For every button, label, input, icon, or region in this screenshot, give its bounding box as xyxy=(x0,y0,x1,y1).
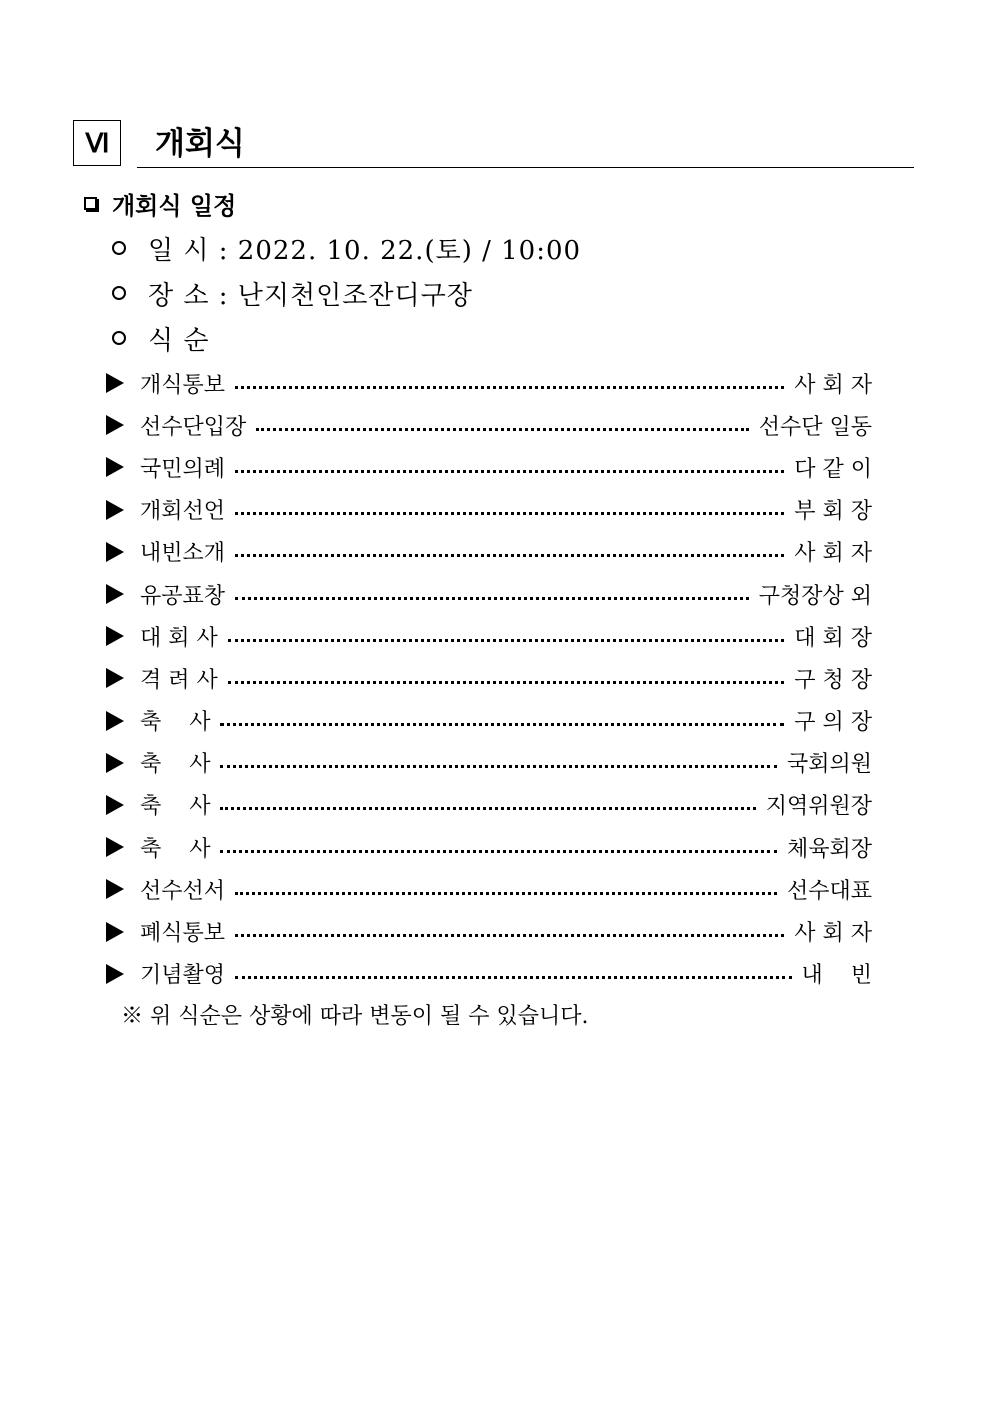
circle-bullet-icon xyxy=(112,286,126,300)
leader-dots xyxy=(220,850,777,853)
program-label: 유공표창 xyxy=(140,583,226,609)
program-role: 지역위원장 xyxy=(765,794,872,820)
program-role: 사 회 자 xyxy=(794,372,872,398)
program-label: 기념촬영 xyxy=(140,963,226,989)
triangle-bullet-icon xyxy=(106,922,124,942)
order-heading-line xyxy=(112,320,210,356)
leader-dots xyxy=(228,639,785,642)
triangle-bullet-icon xyxy=(106,373,124,393)
program-item xyxy=(106,531,872,573)
schedule-note: ※ 위 식순은 상황에 따라 변동이 될 수 있습니다. xyxy=(121,1003,589,1029)
leader-dots xyxy=(235,976,792,979)
leader-dots xyxy=(235,892,777,895)
section-number-box xyxy=(73,120,121,166)
leader-dots xyxy=(235,597,749,600)
program-item xyxy=(106,910,872,952)
leader-dots xyxy=(220,723,784,726)
triangle-bullet-icon xyxy=(106,964,124,984)
section-number: Ⅵ xyxy=(85,127,109,158)
schedule-heading xyxy=(84,187,236,219)
program-item xyxy=(106,700,872,742)
program-role: 사 회 자 xyxy=(794,921,872,947)
leader-dots xyxy=(235,470,784,473)
program-role: 구 청 장 xyxy=(794,667,872,693)
leader-dots xyxy=(256,428,748,431)
venue-text: 장 소 : 난지천인조잔디구장 xyxy=(148,280,473,311)
program-role: 사 회 자 xyxy=(794,541,872,567)
triangle-bullet-icon xyxy=(106,668,124,688)
program-item xyxy=(106,573,872,615)
triangle-bullet-icon xyxy=(106,500,124,520)
program-label: 선수단입장 xyxy=(140,414,247,440)
program-label: 대 회 사 xyxy=(140,625,218,651)
program-label: 축 사 xyxy=(140,710,211,736)
datetime-text: 일 시 : 2022. 10. 22.(토) / 10:00 xyxy=(148,235,582,266)
program-role: 다 같 이 xyxy=(794,456,872,482)
program-label: 선수선서 xyxy=(140,878,226,904)
program-label: 축 사 xyxy=(140,836,211,862)
program-role: 부 회 장 xyxy=(794,499,872,525)
leader-dots xyxy=(228,681,785,684)
program-role: 내 빈 xyxy=(801,963,872,989)
program-item xyxy=(106,742,872,784)
program-role: 선수단 일동 xyxy=(758,414,872,440)
program-role: 체육회장 xyxy=(786,836,872,862)
program-label: 축 사 xyxy=(140,752,211,778)
leader-dots xyxy=(235,554,784,557)
triangle-bullet-icon xyxy=(106,415,124,435)
section-rule xyxy=(137,167,914,168)
program-label: 국민의례 xyxy=(140,456,226,482)
program-item xyxy=(106,446,872,488)
schedule-heading-text: 개회식 일정 xyxy=(112,191,237,220)
square-bullet-icon xyxy=(84,197,97,210)
program-label: 내빈소개 xyxy=(140,541,226,567)
venue-line xyxy=(112,275,473,311)
program-item xyxy=(106,362,872,404)
program-item xyxy=(106,489,872,531)
circle-bullet-icon xyxy=(112,331,126,345)
program-item xyxy=(106,404,872,446)
triangle-bullet-icon xyxy=(106,457,124,477)
program-item xyxy=(106,868,872,910)
triangle-bullet-icon xyxy=(106,626,124,646)
section-title: 개회식 xyxy=(155,126,245,162)
triangle-bullet-icon xyxy=(106,584,124,604)
program-item xyxy=(106,615,872,657)
program-item xyxy=(106,826,872,868)
program-label: 개회선언 xyxy=(140,499,226,525)
triangle-bullet-icon xyxy=(106,837,124,857)
leader-dots xyxy=(235,512,784,515)
program-role: 구 의 장 xyxy=(794,710,872,736)
program-label: 개식통보 xyxy=(140,372,226,398)
program-item xyxy=(106,657,872,699)
program-role: 대 회 장 xyxy=(794,625,872,651)
leader-dots xyxy=(220,765,777,768)
program-role: 구청장상 외 xyxy=(758,583,872,609)
program-label: 축 사 xyxy=(140,794,211,820)
triangle-bullet-icon xyxy=(106,795,124,815)
leader-dots xyxy=(235,934,784,937)
program-list xyxy=(106,362,872,995)
triangle-bullet-icon xyxy=(106,542,124,562)
program-role: 국회의원 xyxy=(786,752,872,778)
program-item xyxy=(106,784,872,826)
triangle-bullet-icon xyxy=(106,711,124,731)
triangle-bullet-icon xyxy=(106,879,124,899)
circle-bullet-icon xyxy=(112,241,126,255)
order-heading-text: 식 순 xyxy=(148,325,210,356)
program-label: 격 려 사 xyxy=(140,667,218,693)
program-role: 선수대표 xyxy=(786,878,872,904)
triangle-bullet-icon xyxy=(106,753,124,773)
leader-dots xyxy=(220,807,755,810)
program-label: 폐식통보 xyxy=(140,921,226,947)
program-item xyxy=(106,953,872,995)
leader-dots xyxy=(235,386,784,389)
datetime-line xyxy=(112,230,581,266)
